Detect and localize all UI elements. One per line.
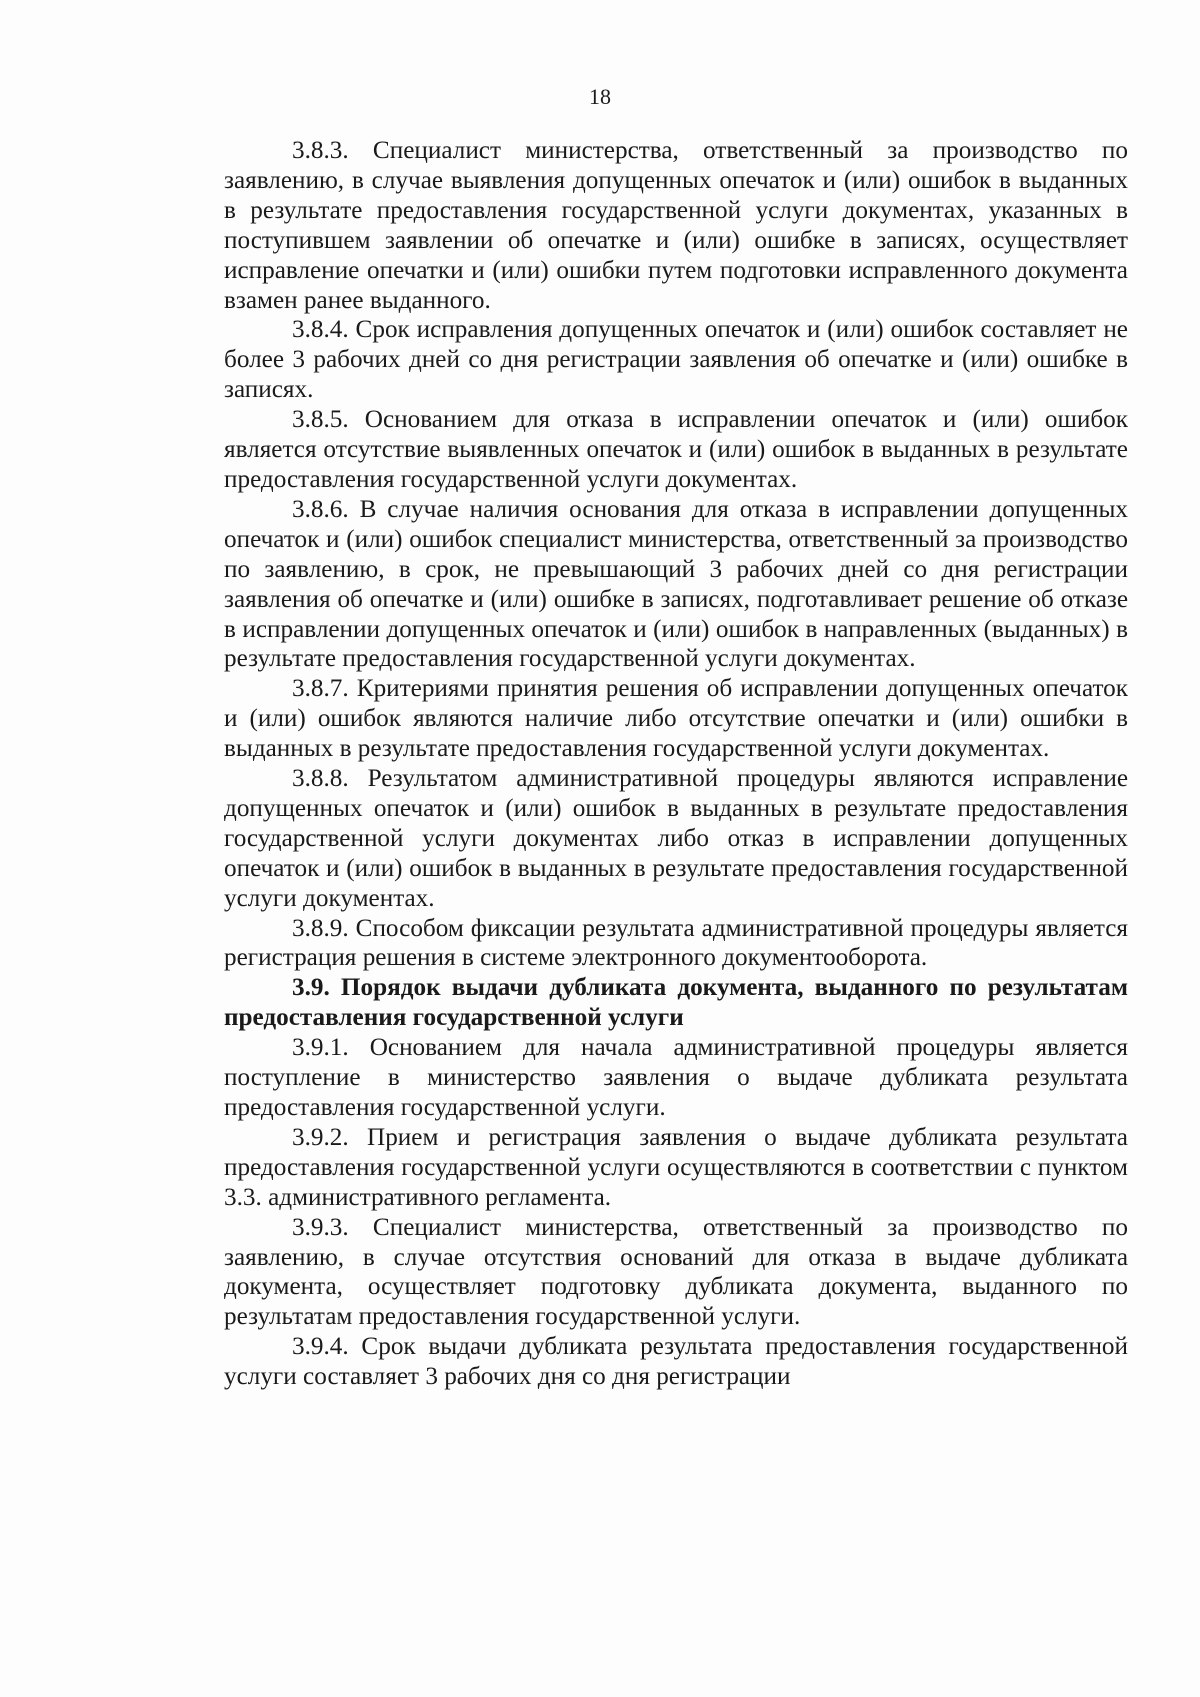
section-heading-3-9: 3.9. Порядок выдачи дубликата документа, выданного по результатам предоставления государственной услуги: [224, 974, 1128, 1032]
paragraph-3-8-7: 3.8.7. Критериями принятия решения об исправлении допущенных опечаток и (или) ошибок являются наличие либо отсутствие опечатки и (или) ошибки в выданных в результате предоставления государственной услуги документах.: [224, 675, 1128, 763]
page-number: 18: [589, 84, 611, 109]
document-body: [224, 136, 1128, 1392]
paragraph-3-8-8: 3.8.8. Результатом административной процедуры являются исправление допущенных опечаток и (или) ошибок в выданных в результате предоставления государственной услуги документах либо отказ в исправлении допущенных опечаток и (или) ошибок в выданных в результате предоставления государственной услуги документах.: [224, 765, 1128, 912]
paragraph-3-8-9: 3.8.9. Способом фиксации результата административной процедуры является регистрация решения в системе электронного документооборота.: [224, 914, 1128, 972]
paragraph-3-8-6: 3.8.6. В случае наличия основания для отказа в исправлении допущенных опечаток и (или) ошибок специалист министерства, ответственный за производство по заявлению, в срок, не превышающий 3 рабочих дней со дня регистрации заявления об опечатке и (или) ошибке в записях, подготавливает решение об отказе в исправлении допущенных опечаток и (или) ошибок в направленных (выданных) в результате предоставления государственной услуги документах.: [224, 495, 1128, 673]
paragraph-3-8-4: 3.8.4. Срок исправления допущенных опечаток и (или) ошибок составляет не более 3 рабочих дней со дня регистрации заявления об опечатке и (или) ошибке в записях.: [224, 316, 1128, 404]
paragraph-3-9-3: 3.9.3. Специалист министерства, ответственный за производство по заявлению, в случае отсутствия оснований для отказа в выдаче дубликата документа, осуществляет подготовку дубликата документа, выданного по результатам предоставления государственной услуги.: [224, 1213, 1128, 1331]
paragraph-3-9-4: 3.9.4. Срок выдачи дубликата результата предоставления государственной услуги составляет 3 рабочих дня со дня регистрации: [224, 1333, 1128, 1391]
paragraph-3-8-5: 3.8.5. Основанием для отказа в исправлении опечаток и (или) ошибок является отсутствие выявленных опечаток и (или) ошибок в выданных в результате предоставления государственной услуги документах.: [224, 406, 1128, 493]
paragraph-3-8-3: 3.8.3. Специалист министерства, ответственный за производство по заявлению, в случае выявления допущенных опечаток и (или) ошибок в выданных в результате предоставления государственной услуги документах, указанных в поступившем заявлении об опечатке и (или) ошибке в записях, осуществляет исправление опечатки и (или) ошибки путем подготовки исправленного документа взамен ранее выданного.: [224, 137, 1128, 314]
paragraph-3-9-2: 3.9.2. Прием и регистрация заявления о выдаче дубликата результата предоставления государственной услуги осуществляются в соответствии с пунктом 3.3. административного регламента.: [224, 1123, 1128, 1211]
paragraph-3-9-1: 3.9.1. Основанием для начала административной процедуры является поступление в министерство заявления о выдаче дубликата результата предоставления государственной услуги.: [224, 1034, 1128, 1121]
